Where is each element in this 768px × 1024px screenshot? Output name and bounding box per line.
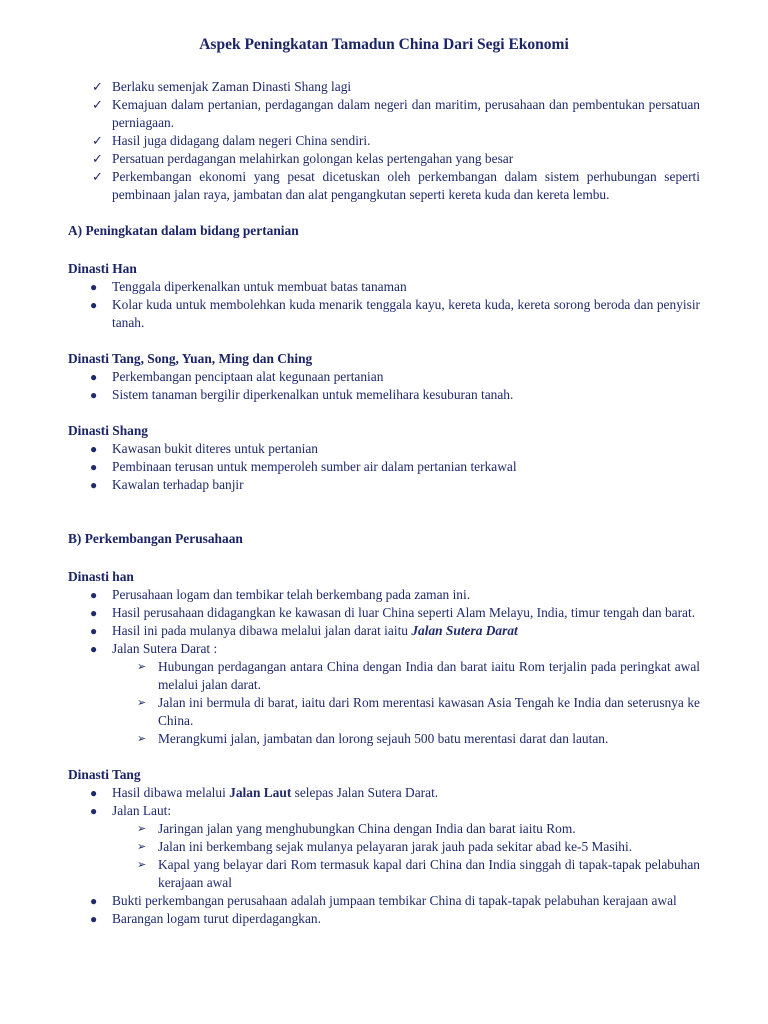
checkmark-icon: ✓ [92,97,103,112]
sub-list-item: ➢ Kapal yang belayar dari Rom termasuk kapal dari China dan India singgah di tapak-tapak pelabuhan kerajaan awal [137,857,700,890]
list-item: ✓ Hasil juga didagang dalam negeri China sendiri. [92,133,371,148]
section-a-heading: A) Peningkatan dalam bidang pertanian [68,223,299,238]
bullet-icon: ● [90,894,98,908]
list-item: ✓ Persatuan perdagangan melahirkan golongan kelas pertengahan yang besar [92,151,514,166]
section-a-han-list [68,278,700,332]
checkmark-icon: ✓ [92,79,103,94]
sub-list-item: ➢ Hubungan perdagangan antara China dengan India dan barat iaitu Rom terjalin pada peringkat awal melalui jalan darat. [137,659,700,692]
checkmark-icon: ✓ [92,133,103,148]
bullet-icon: ● [90,280,98,294]
section-b-han-heading: Dinasti han [68,569,134,584]
sub-list-item: ➢ Merangkumi jalan, jambatan dan lorong sejauh 500 batu merentasi darat dan lautan. [137,731,609,746]
section-a-shang-list [68,440,700,494]
section-a-han-heading: Dinasti Han [68,261,137,276]
section-b-tang-sublist [68,820,700,892]
list-item: ● Bukti perkembangan perusahaan adalah jumpaan tembikar China di tapak-tapak pelabuhan kerajaan awal [90,893,677,908]
sub-list-item: ➢ Jalan ini bermula di barat, iaitu dari Rom merentasi kawasan Asia Tengah ke India dan seterusnya ke China. [137,695,700,728]
bullet-icon: ● [90,298,98,312]
arrow-icon: ➢ [137,661,147,673]
intro-checklist [68,78,700,204]
arrow-icon: ➢ [137,859,147,871]
bullet-icon: ● [90,478,98,492]
arrow-icon: ➢ [137,823,147,835]
bullet-icon: ● [90,804,98,818]
document-title: Aspek Peningkatan Tamadun China Dari Segi Ekonomi [199,36,569,53]
bullet-icon: ● [90,388,98,402]
section-b-tang-list-a [68,784,700,820]
list-item: ✓ Perkembangan ekonomi yang pesat dicetuskan oleh perkembangan dalam sistem perhubungan seperti pembinaan jalan raya, jambatan dan alat pengangkutan seperti kereta kuda dan kereta lembu. [92,169,700,202]
section-b-heading: B) Perkembangan Perusahaan [68,531,243,546]
sub-list-item: ➢ Jalan ini berkembang sejak mulanya pelayaran jarak jauh pada sekitar abad ke-5 Masihi. [137,839,633,854]
section-a-tang-heading: Dinasti Tang, Song, Yuan, Ming dan Ching [68,351,313,366]
section-b-tang-list-b [68,892,700,928]
list-item: ● Jalan Sutera Darat : [90,641,218,656]
list-item: ● Hasil ini pada mulanya dibawa melalui jalan darat iaitu Jalan Sutera Darat [90,623,518,638]
list-item: ● Tenggala diperkenalkan untuk membuat batas tanaman [90,279,407,294]
list-item: ● Pembinaan terusan untuk memperoleh sumber air dalam pertanian terkawal [90,459,517,474]
list-item: ✓ Kemajuan dalam pertanian, perdagangan dalam negeri dan maritim, perusahaan dan pembentukan persatuan perniagaan. [92,97,700,130]
section-a-tang-list [68,368,700,404]
bullet-icon: ● [90,642,98,656]
section-b-han-sublist [68,658,700,748]
section-a-shang-heading: Dinasti Shang [68,423,149,438]
list-item: ● Hasil perusahaan didagangkan ke kawasan di luar China seperti Alam Melayu, India, timur tengah dan barat. [90,605,696,620]
checkmark-icon: ✓ [92,151,103,166]
list-item: ● Perusahaan logam dan tembikar telah berkembang pada zaman ini. [90,587,471,602]
bullet-icon: ● [90,370,98,384]
emphasis-term: Jalan Laut [229,785,292,800]
emphasis-term: Jalan Sutera Darat [411,623,518,638]
arrow-icon: ➢ [137,733,147,745]
list-item: ● Kawasan bukit diteres untuk pertanian [90,441,319,456]
bullet-icon: ● [90,460,98,474]
list-item: ● Hasil dibawa melalui Jalan Laut selepas Jalan Sutera Darat. [90,785,439,800]
list-item: ● Barangan logam turut diperdagangkan. [90,911,321,926]
list-item: ● Sistem tanaman bergilir diperkenalkan untuk memelihara kesuburan tanah. [90,387,514,402]
list-item: ● Kawalan terhadap banjir [90,477,244,492]
bullet-icon: ● [90,442,98,456]
list-item: ● Perkembangan penciptaan alat kegunaan pertanian [90,369,384,384]
bullet-icon: ● [90,912,98,926]
arrow-icon: ➢ [137,697,147,709]
section-b-tang-heading: Dinasti Tang [68,767,141,782]
bullet-icon: ● [90,624,98,638]
arrow-icon: ➢ [137,841,147,853]
bullet-icon: ● [90,606,98,620]
sub-list-item: ➢ Jaringan jalan yang menghubungkan China dengan India dan barat iaitu Rom. [137,821,576,836]
list-item: ● Jalan Laut: [90,803,172,818]
list-item: ✓ Berlaku semenjak Zaman Dinasti Shang lagi [92,79,352,94]
list-item: ● Kolar kuda untuk membolehkan kuda menarik tenggala kayu, kereta kuda, kereta sorong beroda dan penyisir tanah. [90,297,700,330]
bullet-icon: ● [90,786,98,800]
bullet-icon: ● [90,588,98,602]
checkmark-icon: ✓ [92,169,103,184]
section-b-han-list [68,586,700,658]
